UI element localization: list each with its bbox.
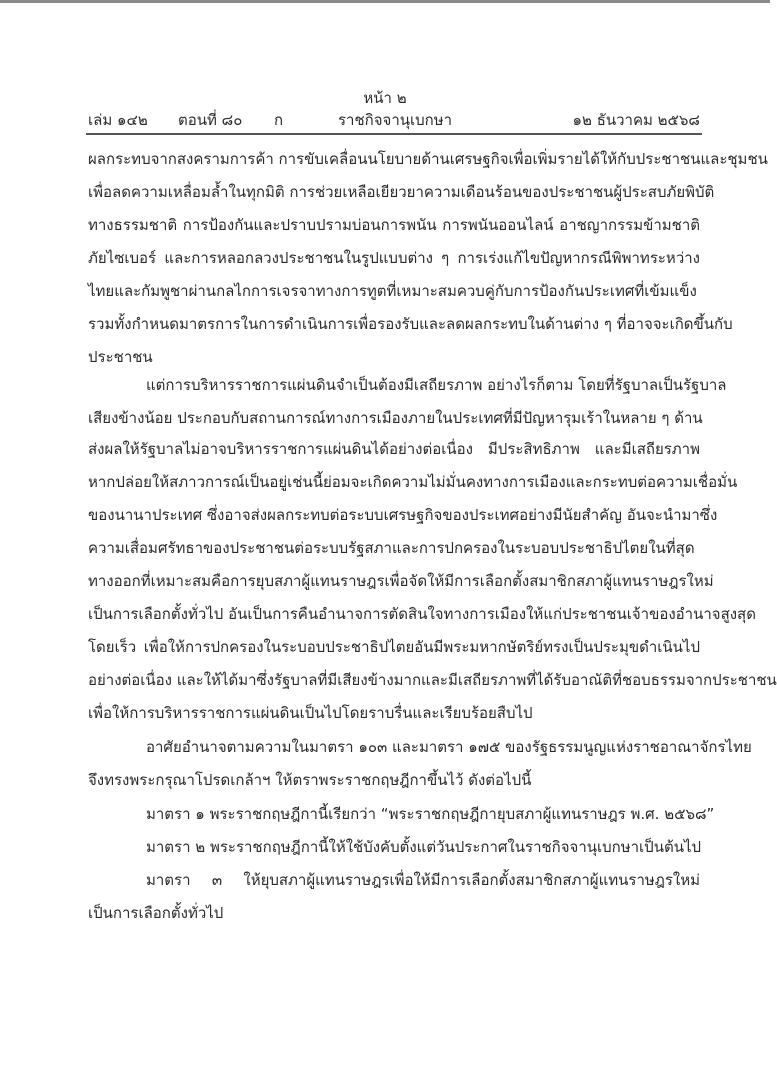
text-line: ทางออกที่เหมาะสมคือการยุบสภาผู้แทนราษฎรเพื่อจัดให้มีการเลือกตั้งสมาชิกสภาผู้แทนราษฎรใหม่	[88, 572, 714, 590]
text-line: โดยเร็ว เพื่อให้การปกครองในระบอบประชาธิปไตยอันมีพระมหากษัตริย์ทรงเป็นประมุขดำเนินไป	[88, 638, 700, 656]
gazette-header	[88, 108, 700, 130]
page-number: หน้า ๒	[363, 89, 407, 107]
text-line: เพื่อให้การบริหารราชการแผ่นดินเป็นไปโดยราบรื่นและเรียบร้อยสืบไป	[88, 704, 533, 722]
text-line: ความเสื่อมศรัทธาของประชาชนต่อระบบรัฐสภาและการปกครองในระบอบประชาธิปไตยในที่สุด	[88, 539, 695, 557]
text-line: แต่การบริหารราชการแผ่นดินจำเป็นต้องมีเสถียรภาพ อย่างไรก็ตาม โดยที่รัฐบาลเป็นรัฐบาล	[146, 376, 727, 394]
text-line: ประชาชน	[88, 348, 153, 366]
section-3-continued: เป็นการเลือกตั้งทั่วไป	[88, 904, 224, 922]
text-line: ไทยและกัมพูชาผ่านกลไกการเจรจาทางการทูตที่เหมาะสมควบคู่กับการป้องกันประเทศที่เข้มแข็ง	[88, 282, 697, 300]
text-line: จึงทรงพระกรุณาโปรดเกล้าฯ ให้ตราพระราชกฤษฎีกาขึ้นไว้ ดังต่อไปนี้	[88, 771, 532, 789]
text-line: เป็นการเลือกตั้งทั่วไป อันเป็นการคืนอำนาจการตัดสินใจทางการเมืองให้แก่ประชาชนเจ้าของอำนาจสูงสุด	[88, 605, 756, 623]
section-1: มาตรา ๑ พระราชกฤษฎีกานี้เรียกว่า “พระราชกฤษฎีกายุบสภาผู้แทนราษฎร พ.ศ. ๒๕๖๘”	[146, 805, 715, 823]
top-border	[0, 0, 770, 3]
text-line: รวมทั้งกำหนดมาตรการในการดำเนินการเพื่อรองรับและลดผลกระทบในด้านต่าง ๆ ที่อาจจะเกิดขึ้นกับ	[88, 315, 733, 333]
section-3: มาตรา ๓ ให้ยุบสภาผู้แทนราษฎรเพื่อให้มีการเลือกตั้งสมาชิกสภาผู้แทนราษฎรใหม่	[146, 871, 700, 889]
text-line: ของนานาประเทศ ซึ่งอาจส่งผลกระทบต่อระบบเศรษฐกิจของประเทศอย่างมีนัยสำคัญ อันจะนำมาซึ่ง	[88, 506, 718, 524]
section-2: มาตรา ๒ พระราชกฤษฎีกานี้ให้ใช้บังคับตั้งแต่วันประกาศในราชกิจจานุเบกษาเป็นต้นไป	[146, 838, 702, 856]
text-line: ส่งผลให้รัฐบาลไม่อาจบริหารราชการแผ่นดินได้อย่างต่อเนื่อง มีประสิทธิภาพ และมีเสถียรภาพ	[88, 440, 700, 458]
section-number: ตอนที่ ๘๐	[178, 111, 243, 129]
text-line: เสียงข้างน้อย ประกอบกับสถานการณ์ทางการเมืองภายในประเทศที่มีปัญหารุมเร้าในหลาย ๆ ด้าน	[88, 409, 703, 427]
text-line: เพื่อลดความเหลื่อมล้ำในทุกมิติ การช่วยเหลือเยียวยาความเดือนร้อนของประชาชนผู้ประสบภัยพิบัติ	[88, 183, 715, 201]
part: ก	[274, 111, 284, 129]
header-divider	[86, 133, 702, 135]
volume: เล่ม ๑๔๒	[88, 111, 148, 129]
text-line: หากปล่อยให้สภาวการณ์เป็นอยู่เช่นนี้ย่อมจะเกิดความไม่มั่นคงทางการเมืองและกระทบต่อความเชื่อมั่น	[88, 473, 738, 491]
publication-name: ราชกิจจานุเบกษา	[338, 111, 453, 129]
text-line: อาศัยอำนาจตามความในมาตรา ๑๐๓ และมาตรา ๑๗๕ ของรัฐธรรมนูญแห่งราชอาณาจักรไทย	[146, 738, 752, 756]
text-line: ทางธรรมชาติ การป้องกันและปราบปรามบ่อนการพนัน การพนันออนไลน์ อาชญากรรมข้ามชาติ	[88, 216, 700, 234]
text-line: อย่างต่อเนื่อง และให้ได้มาซึ่งรัฐบาลที่มีเสียงข้างมากและมีเสถียรภาพที่ได้รับอาณัติที่ชอบธรรมจากประชาชน	[88, 671, 777, 689]
text-line: ภัยไซเบอร์ และการหลอกลวงประชาชนในรูปแบบต่าง ๆ การเร่งแก้ไขปัญหากรณีพิพาทระหว่าง	[88, 249, 700, 267]
publication-date: ๑๒ ธันวาคม ๒๕๖๘	[572, 111, 700, 129]
text-line: ผลกระทบจากสงครามการค้า การขับเคลื่อนนโยบายด้านเศรษฐกิจเพื่อเพิ่มรายได้ให้กับประชาชนและชุมชน	[88, 150, 768, 168]
